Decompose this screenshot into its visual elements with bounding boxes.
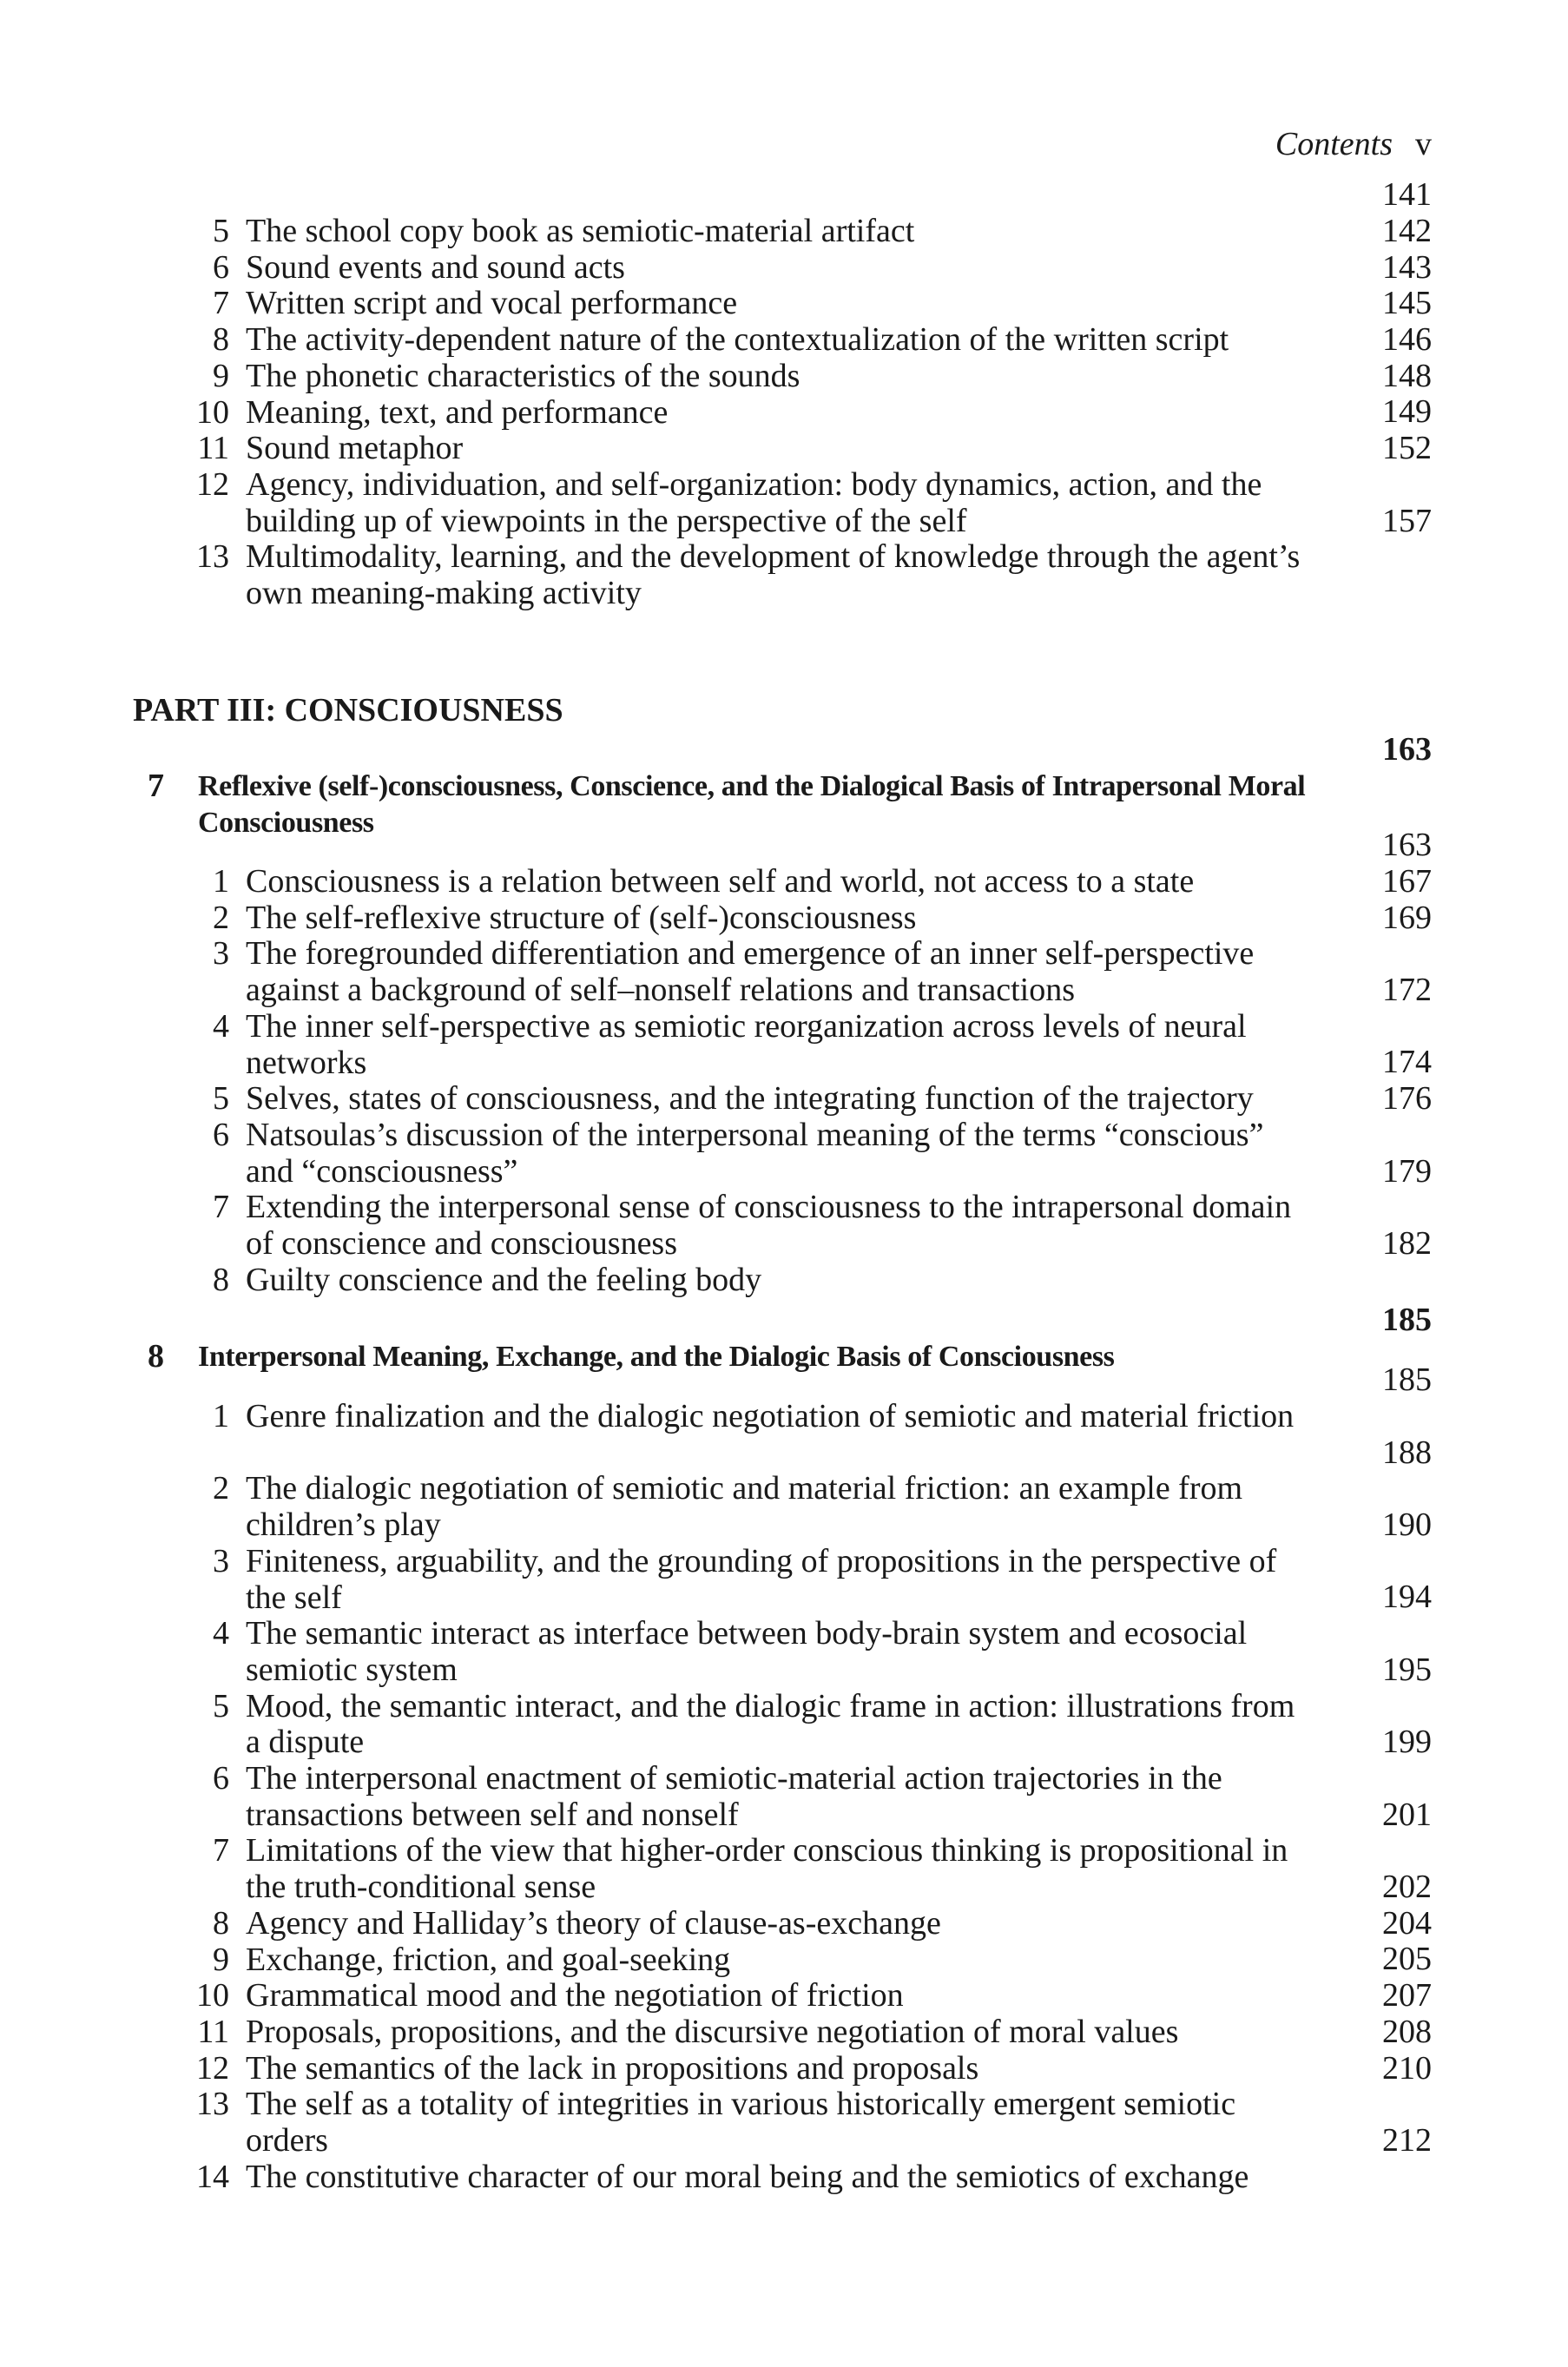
section-page: 179 (1382, 1152, 1432, 1190)
section-page: 149 (1382, 393, 1432, 431)
section-page: 167 (1382, 862, 1432, 900)
section-number: 6 (213, 1760, 229, 1797)
section-title: Extending the interpersonal sense of consciousness to the intrapersonal domain of conscience and consciousness (246, 1189, 1292, 1262)
section-title: Guilty conscience and the feeling body (246, 1261, 762, 1298)
section-number: 7 (213, 285, 229, 322)
section-page: 212 (1382, 2121, 1432, 2159)
section-title: The self-reflexive structure of (self-)consciousness (246, 899, 917, 936)
section-page: 142 (1382, 212, 1432, 249)
section-number: 3 (213, 1542, 229, 1579)
section-number: 1 (213, 863, 229, 900)
section-page: 194 (1382, 1579, 1432, 1616)
section-number: 13 (196, 2086, 229, 2123)
section-number: 14 (196, 2158, 229, 2195)
chapter-title: Reflexive (self-)consciousness, Conscience, and the Dialogical Basis of Intrapersonal Moral Consciousness (198, 770, 1306, 839)
section-page: 190 (1382, 1507, 1432, 1544)
section-title: The interpersonal enactment of semiotic-material action trajectories in the transactions between self and nonself (246, 1760, 1222, 1833)
section-number: 8 (213, 321, 229, 359)
section-number: 9 (213, 1941, 229, 1978)
section-title: Meaning, text, and performance (246, 393, 669, 431)
section-page: 152 (1382, 430, 1432, 467)
section-page: 204 (1382, 1904, 1432, 1942)
section-title: Proposals, propositions, and the discursive negotiation of moral values (246, 2013, 1179, 2050)
section-number: 6 (213, 248, 229, 286)
section-title: Consciousness is a relation between self and world, not access to a state (246, 863, 1195, 900)
chapter-page: 163 (1382, 731, 1432, 768)
chapter-title: Interpersonal Meaning, Exchange, and the Dialogic Basis of Consciousness (198, 1341, 1115, 1373)
section-title: Selves, states of consciousness, and the integrating function of the trajectory (246, 1080, 1254, 1118)
section-title: The school copy book as semiotic-material artifact (246, 213, 915, 249)
section-page: 207 (1382, 1977, 1432, 2014)
section-number: 4 (213, 1615, 229, 1652)
section-number: 5 (213, 1687, 229, 1724)
section-title: Natsoulas’s discussion of the interpersonal meaning of the terms “conscious” and “consciousness” (246, 1116, 1264, 1190)
section-number: 3 (213, 935, 229, 973)
chapter-number: 8 (148, 1338, 164, 1375)
section-number: 11 (197, 430, 229, 467)
section-number: 1 (213, 1398, 229, 1434)
section-number: 4 (213, 1007, 229, 1045)
section-title: Agency and Halliday’s theory of clause-as-exchange (246, 1904, 941, 1942)
section-page: 163 (1382, 827, 1432, 864)
section-page: 202 (1382, 1869, 1432, 1906)
section-page: 174 (1382, 1044, 1432, 1081)
section-title: The semantics of the lack in propositions and proposals (246, 2049, 979, 2087)
running-head (1275, 123, 1432, 165)
section-page: 176 (1382, 1080, 1432, 1118)
section-title: Limitations of the view that higher-order conscious thinking is propositional in the truth-conditional sense (246, 1832, 1288, 1906)
section-number: 7 (213, 1832, 229, 1869)
section-page: 185 (1382, 1362, 1432, 1399)
section-number: 2 (213, 1470, 229, 1507)
section-page: 143 (1382, 248, 1432, 286)
section-title: Agency, individuation, and self-organization: body dynamics, action, and the building up of viewpoints in the perspective of the self (246, 465, 1262, 539)
section-title: The phonetic characteristics of the sounds (246, 357, 800, 394)
section-title: Sound events and sound acts (246, 248, 625, 286)
section-title: Finiteness, arguability, and the grounding of propositions in the perspective of the self (246, 1542, 1277, 1616)
section-title: Genre finalization and the dialogic negotiation of semiotic and material friction (246, 1398, 1295, 1434)
part-heading: PART III: CONSCIOUSNESS (133, 692, 563, 729)
section-page: 182 (1382, 1224, 1432, 1262)
section-number: 8 (213, 1261, 229, 1298)
running-head-page-number: v (1415, 126, 1432, 162)
section-page: 201 (1382, 1796, 1432, 1833)
chapter-page: 185 (1382, 1302, 1432, 1339)
section-number: 13 (196, 538, 229, 576)
section-page: 210 (1382, 2049, 1432, 2087)
section-page: 146 (1382, 321, 1432, 359)
section-page: 148 (1382, 357, 1432, 394)
section-title: Written script and vocal performance (246, 285, 738, 322)
section-number: 11 (197, 2013, 229, 2050)
section-page: 145 (1382, 285, 1432, 322)
section-page: 195 (1382, 1651, 1432, 1688)
section-title: The dialogic negotiation of semiotic and material friction: an example from children’s play (246, 1470, 1243, 1544)
section-page: 199 (1382, 1724, 1432, 1761)
section-title: The inner self-perspective as semiotic reorganization across levels of neural networks (246, 1007, 1247, 1081)
running-head-title: Contents (1275, 126, 1393, 162)
section-title: Exchange, friction, and goal-seeking (246, 1941, 731, 1978)
section-page: 169 (1382, 899, 1432, 936)
section-number: 12 (196, 2049, 229, 2087)
section-number: 10 (196, 393, 229, 431)
section-title: Grammatical mood and the negotiation of friction (246, 1977, 904, 2014)
section-number: 10 (196, 1977, 229, 2014)
section-title: Mood, the semantic interact, and the dialogic frame in action: illustrations from a dispute (246, 1687, 1295, 1761)
section-number: 6 (213, 1116, 229, 1153)
section-page: 188 (1382, 1434, 1432, 1471)
section-page: 172 (1382, 972, 1432, 1009)
section-title: The foregrounded differentiation and emergence of an inner self-perspective against a background of self–nonself relations and transactions (246, 935, 1255, 1009)
section-number: 8 (213, 1904, 229, 1942)
section-title: Sound metaphor (246, 430, 464, 467)
section-number: 2 (213, 899, 229, 936)
section-title: Multimodality, learning, and the development of knowledge through the agent’s own meaning-making activity (246, 538, 1301, 611)
section-page: 141 (1382, 176, 1432, 214)
section-number: 7 (213, 1189, 229, 1226)
section-page: 205 (1382, 1941, 1432, 1978)
section-title: The self as a totality of integrities in various historically emergent semiotic orders (246, 2086, 1236, 2159)
section-title: The activity-dependent nature of the contextualization of the written script (246, 321, 1229, 359)
section-number: 5 (213, 213, 229, 249)
section-title: The constitutive character of our moral being and the semiotics of exchange (246, 2158, 1249, 2195)
section-number: 5 (213, 1080, 229, 1118)
section-number: 12 (196, 465, 229, 503)
section-number: 9 (213, 357, 229, 394)
section-page: 208 (1382, 2013, 1432, 2050)
section-title: The semantic interact as interface between body-brain system and ecosocial semiotic system (246, 1615, 1248, 1688)
chapter-number: 7 (148, 768, 164, 804)
section-page: 157 (1382, 502, 1432, 539)
